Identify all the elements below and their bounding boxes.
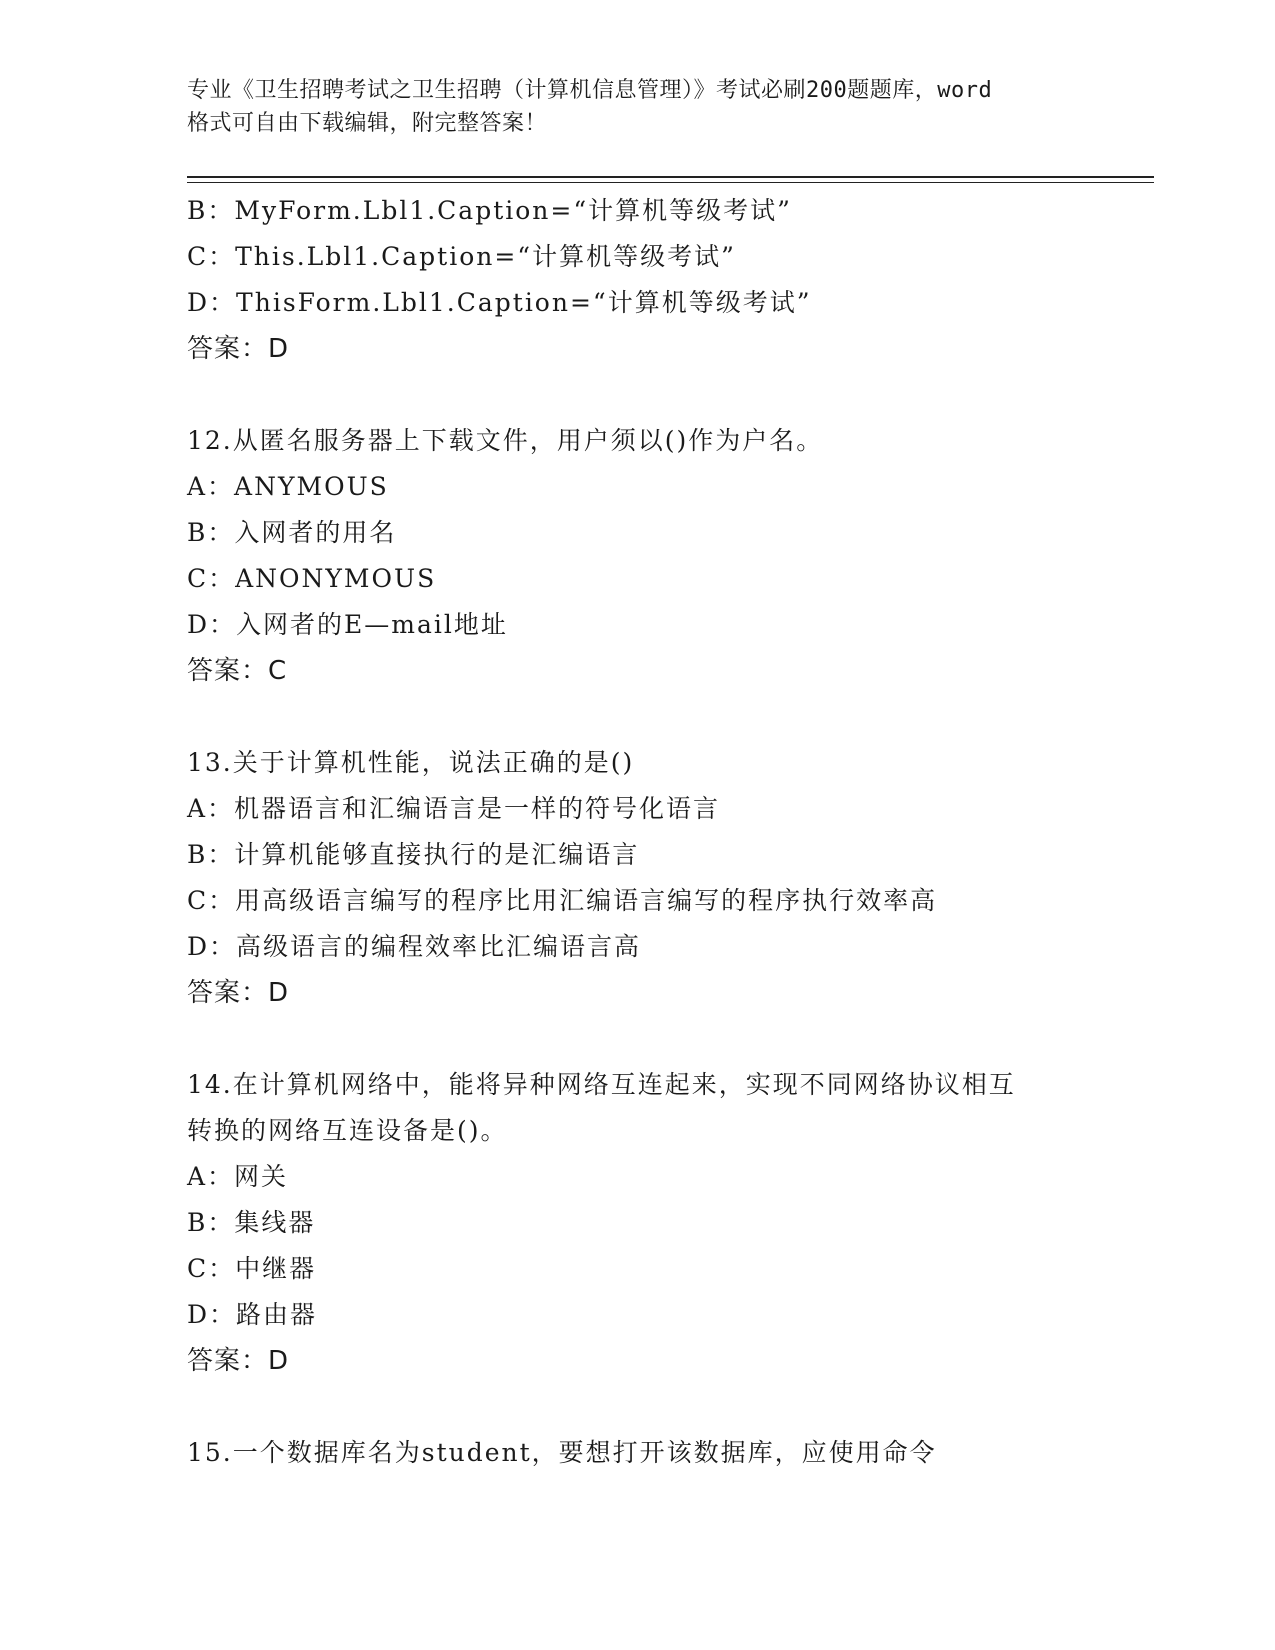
header-line-2: 格式可自由下载编辑，附完整答案！ <box>187 111 548 136</box>
spacer <box>187 1016 1107 1062</box>
spacer <box>187 694 1107 740</box>
answer-line: 答案：D <box>187 978 290 1008</box>
question-15 <box>187 1430 1107 1476</box>
question-stem-line-2: 转换的网络互连设备是()。 <box>187 1116 508 1145</box>
option-d: D：路由器 <box>187 1300 318 1329</box>
option-c: C：ANONYMOUS <box>187 564 437 593</box>
option-c: C：中继器 <box>187 1254 317 1283</box>
question-stem: 13.关于计算机性能，说法正确的是() <box>187 748 635 777</box>
answer-line: 答案：D <box>187 1346 290 1376</box>
question-stem: 15.一个数据库名为student，要想打开该数据库，应使用命令 <box>187 1438 937 1467</box>
spacer <box>187 372 1107 418</box>
question-stem: 12.从匿名服务器上下载文件，用户须以()作为户名。 <box>187 426 824 455</box>
question-list <box>187 188 1107 1476</box>
option-c: C：用高级语言编写的程序比用汇编语言编写的程序执行效率高 <box>187 886 938 915</box>
option-d: D：高级语言的编程效率比汇编语言高 <box>187 932 642 961</box>
question-13 <box>187 740 1107 1016</box>
document-header <box>187 74 1087 140</box>
header-divider-thick <box>187 176 1154 178</box>
option-b: B：MyForm.Lbl1.Caption=“计算机等级考试” <box>187 196 792 225</box>
option-c: C：This.Lbl1.Caption=“计算机等级考试” <box>187 242 736 271</box>
option-b: B：入网者的用名 <box>187 518 397 547</box>
answer-line: 答案：C <box>187 656 288 686</box>
option-a: A：ANYMOUS <box>187 472 389 501</box>
question-12 <box>187 418 1107 694</box>
header-divider-thin <box>187 182 1154 183</box>
option-a: A：机器语言和汇编语言是一样的符号化语言 <box>187 794 721 823</box>
option-a: A：网关 <box>187 1162 289 1191</box>
spacer <box>187 1384 1107 1430</box>
header-line-1: 专业《卫生招聘考试之卫生招聘（计算机信息管理）》考试必刷200题题库，word <box>187 78 993 103</box>
option-d: D：入网者的E—mail地址 <box>187 610 508 639</box>
option-b: B：集线器 <box>187 1208 316 1237</box>
question-stem-line-1: 14.在计算机网络中，能将异种网络互连起来，实现不同网络协议相互 <box>187 1070 1016 1099</box>
option-b: B：计算机能够直接执行的是汇编语言 <box>187 840 640 869</box>
option-d: D：ThisForm.Lbl1.Caption=“计算机等级考试” <box>187 288 812 317</box>
question-11-continued <box>187 188 1107 372</box>
question-14 <box>187 1062 1107 1384</box>
answer-line: 答案：D <box>187 334 290 364</box>
